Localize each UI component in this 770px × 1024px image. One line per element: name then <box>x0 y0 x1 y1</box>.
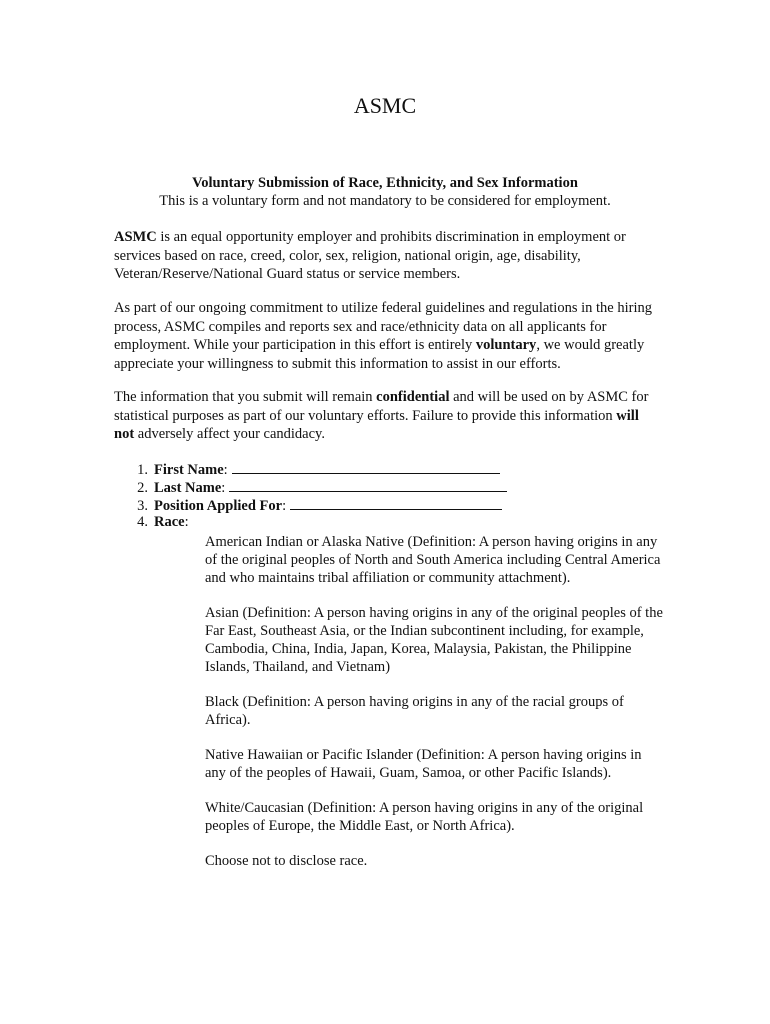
field-number: 4. <box>137 514 148 530</box>
form-subheading: This is a voluntary form and not mandatory to be considered for employment. <box>159 193 611 209</box>
race-option-white[interactable]: White/Caucasian (Definition: A person having origins in any of the original peoples of Europe, the Middle East, or North Africa). <box>205 800 644 834</box>
eeo-statement-paragraph <box>114 228 662 284</box>
field-colon: : <box>223 462 228 478</box>
field-number: 3. <box>137 498 148 514</box>
field-race <box>114 513 662 531</box>
commitment-text-after: , we would greatly appreciate your willingness to submit this information to assist in our efforts. <box>114 337 645 372</box>
race-option-decline[interactable]: Choose not to disclose race. <box>205 853 368 869</box>
race-option-asian[interactable]: Asian (Definition: A person having origins in any of the original peoples of the Far East, Southeast Asia, or the Indian subcontinent including, for example, Cambodia, China, India, Japan, Korea, Malaysia, Pakistan, the Philippine Islands, Thailand, and Vietnam) <box>205 605 663 675</box>
position-label: Position Applied For <box>154 498 283 514</box>
confidentiality-text-after: adversely affect your candidacy. <box>134 426 325 442</box>
company-name-bold: ASMC <box>114 229 157 245</box>
form-fields-list <box>114 459 662 531</box>
race-label: Race <box>154 514 185 530</box>
last-name-input-line[interactable] <box>229 477 507 492</box>
race-option-native-hawaiian[interactable]: Native Hawaiian or Pacific Islander (Definition: A person having origins in any of the peoples of Hawaii, Guam, Samoa, or other Pacific Islands). <box>205 747 642 781</box>
voluntary-bold: voluntary <box>475 337 537 353</box>
race-option-american-indian[interactable]: American Indian or Alaska Native (Definition: A person having origins in any of the original peoples of North and South America including Central America and who maintains tribal affiliation or community attachment). <box>205 534 661 586</box>
form-heading: Voluntary Submission of Race, Ethnicity, and Sex Information <box>192 175 578 191</box>
field-number: 2. <box>137 480 148 496</box>
field-number: 1. <box>137 462 148 478</box>
company-title: ASMC <box>353 93 417 118</box>
will-not-bold: will not <box>114 407 639 442</box>
eeo-statement-text: is an equal opportunity employer and prohibits discrimination in employment or services based on race, creed, color, sex, religion, national origin, age, disability, Veteran/Reserve/National Guard status or service members. <box>114 229 626 282</box>
field-first-name <box>114 459 662 477</box>
confidentiality-paragraph <box>114 388 662 444</box>
field-colon: : <box>221 480 226 496</box>
field-position <box>114 495 662 513</box>
race-options-list <box>205 533 665 887</box>
race-option-black[interactable]: Black (Definition: A person having origins in any of the racial groups of Africa). <box>205 694 624 728</box>
field-last-name <box>114 477 662 495</box>
confidentiality-text-before: The information that you submit will remain <box>114 389 377 405</box>
first-name-input-line[interactable] <box>232 459 500 474</box>
confidential-bold: confidential <box>376 389 450 405</box>
field-colon: : <box>282 498 287 514</box>
field-colon: : <box>184 514 189 530</box>
confidentiality-text-middle: and will be used on by ASMC for statistical purposes as part of our voluntary efforts. Failure to provide this information <box>114 389 649 424</box>
commitment-paragraph <box>114 299 662 373</box>
last-name-label: Last Name <box>154 480 222 496</box>
commitment-text-before: As part of our ongoing commitment to utilize federal guidelines and regulations in the hiring process, ASMC compiles and reports sex and race/ethnicity data on all applicants for employment. While your participation in this effort is entirely <box>114 300 652 353</box>
first-name-label: First Name <box>154 462 224 478</box>
position-input-line[interactable] <box>290 495 502 510</box>
